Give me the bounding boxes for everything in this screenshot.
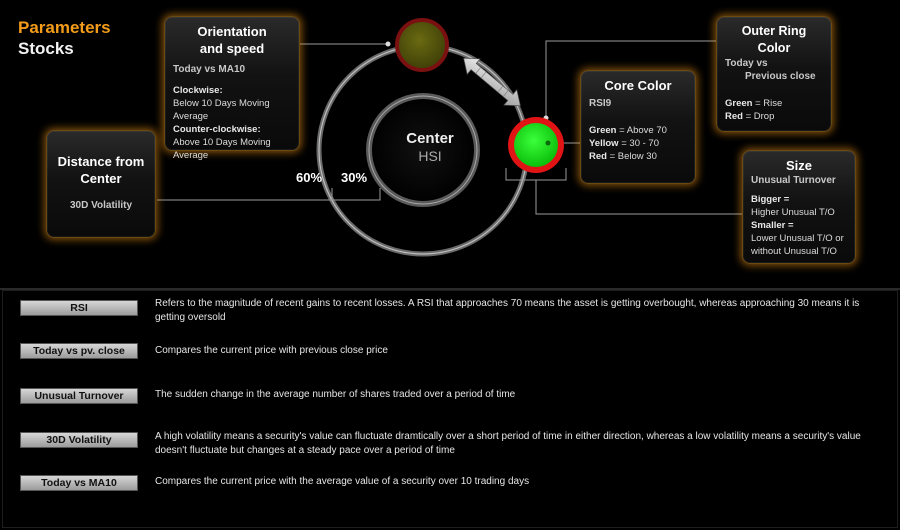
distance-box <box>46 130 156 238</box>
outer-red-key: Red <box>725 111 743 122</box>
outer-green-key: Green <box>725 98 753 109</box>
page-title: Parameters <box>18 18 111 37</box>
page-subtitle: Stocks <box>18 39 74 58</box>
center-title: Center <box>406 130 454 147</box>
outer-red-desc: = Drop <box>742 111 775 122</box>
smaller-label: Smaller = <box>751 220 794 231</box>
core-green-key: Green <box>589 125 617 136</box>
size-metric: Unusual Turnover <box>751 175 836 186</box>
core-metric: RSI9 <box>589 98 612 109</box>
outer-ring-metric-1: Today vs <box>725 58 768 69</box>
bigger-label: Bigger = <box>751 194 790 205</box>
definition-text: The sudden change in the average number of shares traded over a period of time <box>155 389 516 400</box>
definition-text: Refers to the magnitude of recent gains to recent losses. A RSI that approaches 70 means the asset is getting overbought, whereas approaching 30 means it is getting oversold <box>155 298 860 323</box>
definition-tag: Today vs MA10 <box>20 475 138 491</box>
core-yellow-desc: = 30 - 70 <box>618 138 659 149</box>
distance-heading-2: Center <box>80 171 122 186</box>
definition-tag: 30D Volatility <box>20 432 138 448</box>
definition-text: A high volatility means a security's value can fluctuate dramtically over a short period of time in either direction, whereas a low volatility means a security's value doesn't fluctuate but changes at a steady pace over a period of time <box>155 431 861 456</box>
clockwise-label: Clockwise: <box>173 85 223 96</box>
center-subtitle: HSI <box>418 148 442 164</box>
definition-row <box>20 297 880 331</box>
core-color-box <box>580 70 696 184</box>
outer-ring-heading: Outer Ring Color <box>741 24 807 55</box>
core-red-desc: = Below 30 <box>606 151 657 162</box>
orientation-heading-1: Orientation <box>197 24 267 39</box>
inner-percent-label: 30% <box>341 170 368 185</box>
definition-text: Compares the current price with previous close price <box>155 345 388 356</box>
outer-ring-color-box <box>716 16 832 132</box>
definition-row <box>20 388 880 406</box>
previous-position-circle <box>397 20 447 70</box>
orientation-metric: Today vs MA10 <box>173 64 246 75</box>
smaller-desc-1: Lower Unusual T/O or <box>751 233 844 244</box>
counter-clockwise-label: Counter-clockwise: <box>173 124 261 135</box>
counter-clockwise-desc: Above 10 Days Moving Average <box>173 137 271 161</box>
core-green-desc: = Above 70 <box>616 125 667 136</box>
distance-metric: 30D Volatility <box>69 200 133 211</box>
bigger-desc: Higher Unusual T/O <box>751 207 835 218</box>
rotation-arrow <box>457 51 527 114</box>
definition-tag: Today vs pv. close <box>20 343 138 359</box>
orientation-speed-box <box>164 16 300 161</box>
definition-row <box>20 430 880 464</box>
definition-tag: RSI <box>20 300 138 316</box>
outer-green-desc: = Rise <box>752 98 783 109</box>
core-yellow-key: Yellow <box>589 138 619 149</box>
distance-heading-1: Distance from <box>57 154 145 169</box>
core-red-key: Red <box>589 151 607 162</box>
smaller-desc-2: without Unusual T/O <box>751 246 837 257</box>
clockwise-desc: Below 10 Days Moving Average <box>173 98 270 122</box>
core-heading: Core Color <box>604 78 672 93</box>
definition-row <box>20 343 880 361</box>
outer-percent-label: 60% <box>296 170 323 185</box>
definition-tag: Unusual Turnover <box>20 388 138 404</box>
size-box <box>742 150 856 264</box>
orientation-heading-2: and speed <box>199 41 265 56</box>
center-label <box>390 130 470 165</box>
size-heading: Size <box>785 158 812 173</box>
definition-text: Compares the current price with the average value of a security over 10 trading days <box>155 476 530 487</box>
definition-row <box>20 475 880 493</box>
outer-ring-metric-2: Previous close <box>745 71 816 82</box>
